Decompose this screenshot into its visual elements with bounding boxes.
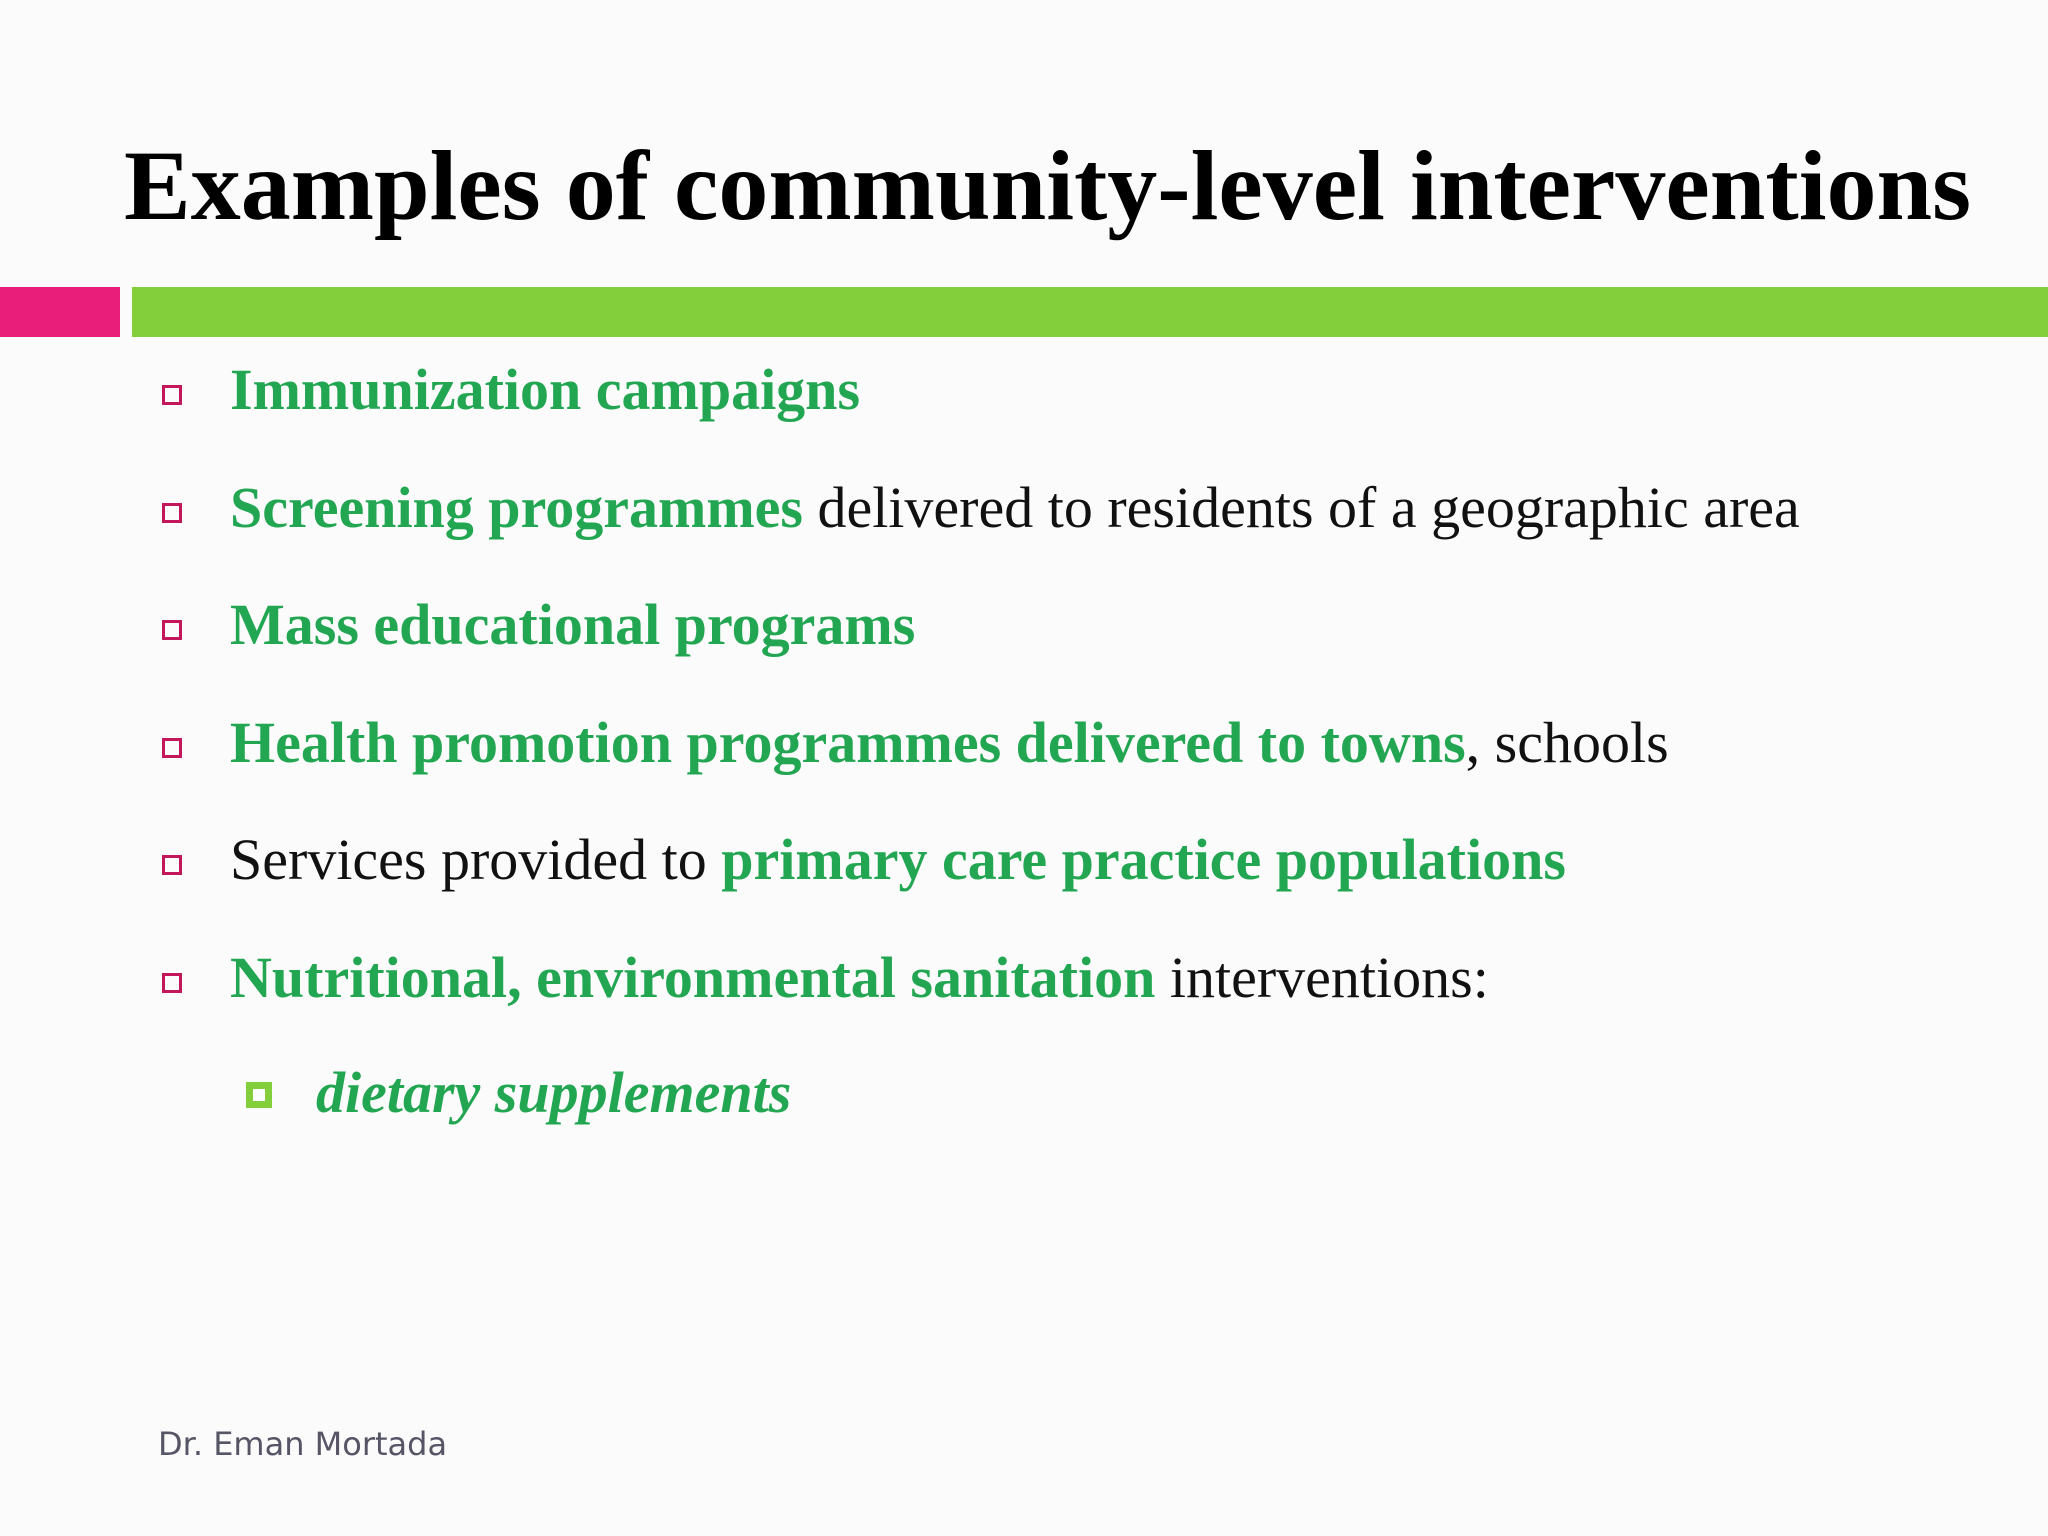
square-bullet-icon bbox=[162, 385, 182, 405]
bullet-highlight: Health promotion programmes delivered to towns bbox=[230, 710, 1466, 775]
slide-title: Examples of community-level interventions bbox=[124, 130, 1972, 241]
green-square-bullet-icon bbox=[246, 1082, 272, 1108]
square-bullet-icon bbox=[162, 855, 182, 875]
bullet-highlight: primary care practice populations bbox=[721, 827, 1566, 892]
square-bullet-icon bbox=[162, 973, 182, 993]
bullet-text: , schools bbox=[1465, 710, 1669, 775]
bullet-text: Services provided to bbox=[230, 827, 722, 892]
pink-accent-bar bbox=[0, 287, 120, 337]
square-bullet-icon bbox=[162, 620, 182, 640]
green-accent-bar bbox=[132, 287, 2048, 337]
square-bullet-icon bbox=[162, 503, 182, 523]
bullet-highlight: Nutritional, environmental sanitation bbox=[230, 945, 1156, 1010]
bullet-highlight: Mass educational programs bbox=[230, 592, 916, 657]
bullet-highlight: Immunization campaigns bbox=[230, 357, 861, 422]
sub-bullet-text: dietary supplements bbox=[316, 1060, 792, 1125]
bullet-text: delivered to residents of a geographic area bbox=[802, 475, 1800, 540]
square-bullet-icon bbox=[162, 738, 182, 758]
footer-author: Dr. Eman Mortada bbox=[158, 1425, 448, 1463]
bullet-text: interventions: bbox=[1155, 945, 1489, 1010]
bullet-highlight: Screening programmes bbox=[230, 475, 803, 540]
